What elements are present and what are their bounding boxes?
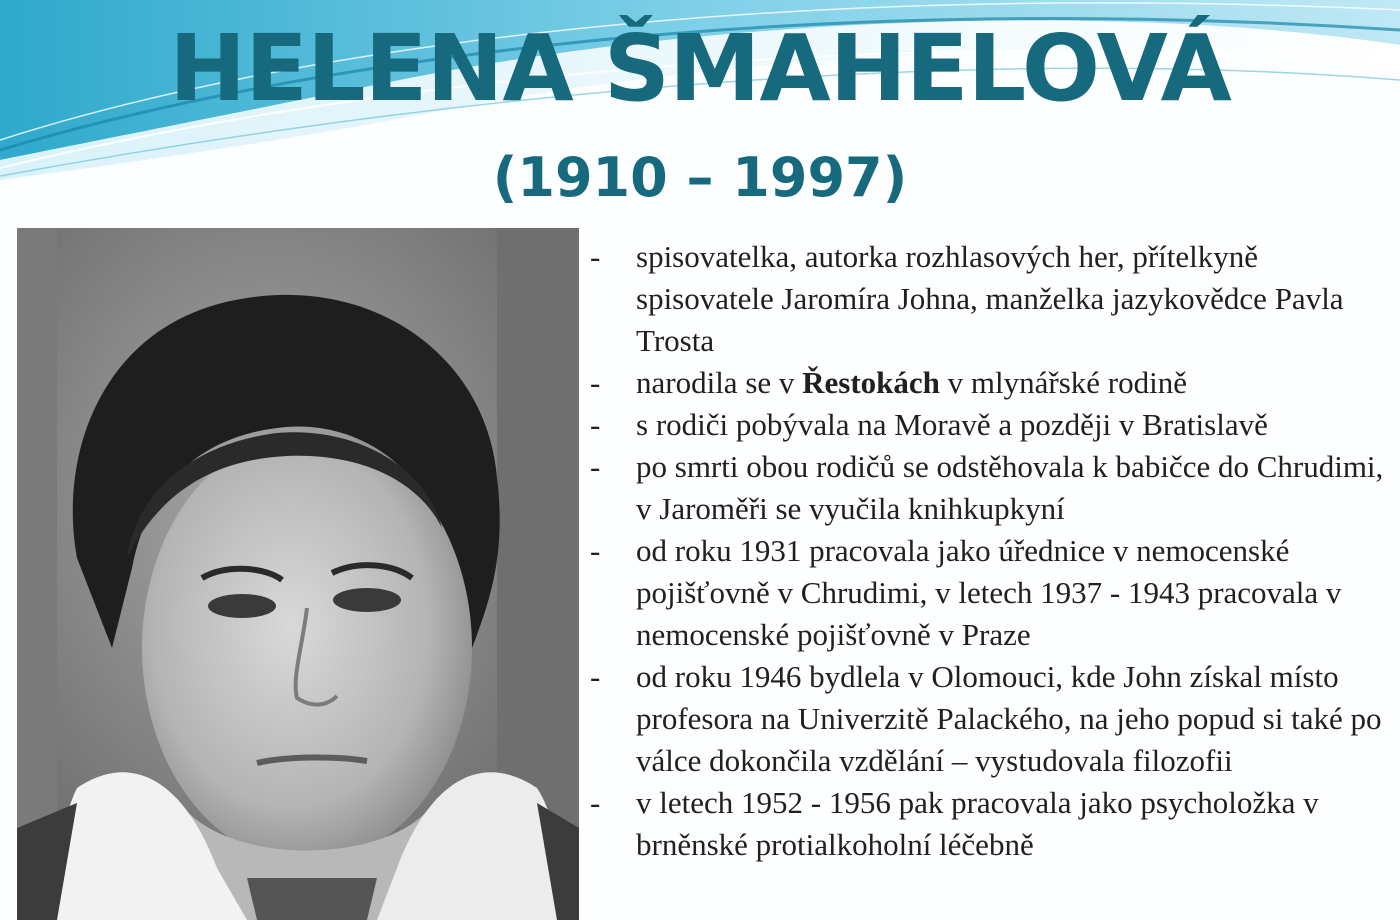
bullet-item bbox=[590, 782, 1390, 866]
bullet-marker: - bbox=[590, 239, 601, 274]
slide-subtitle-years: (1910 – 1997) bbox=[492, 146, 908, 209]
bullet-marker: - bbox=[590, 533, 601, 568]
bullet-item bbox=[590, 446, 1390, 530]
bullet-item bbox=[590, 362, 1390, 404]
bullet-list bbox=[590, 236, 1390, 866]
bullet-text: po smrti obou rodičů se odstěhovala k babičce do Chrudimi, v Jaroměři se vyučila knihkupkyní bbox=[636, 449, 1384, 526]
bullet-item bbox=[590, 656, 1390, 782]
bullet-text: v letech 1952 - 1956 pak pracovala jako psycholožka v brněnské protialkoholní léčebně bbox=[636, 785, 1319, 862]
bullet-text: narodila se v bbox=[636, 365, 803, 400]
bullet-marker: - bbox=[590, 407, 601, 442]
bullet-marker: - bbox=[590, 449, 601, 484]
bullet-item bbox=[590, 404, 1390, 446]
slide-title: HELENA ŠMAHELOVÁ bbox=[169, 15, 1231, 122]
bullet-text: spisovatelka, autorka rozhlasových her, přítelkyně spisovatele Jaromíra Johna, manželka jazykovědce Pavla Trosta bbox=[636, 239, 1344, 358]
bullet-bold-place: Řestokách bbox=[802, 365, 940, 400]
bullet-text: s rodiči pobývala na Moravě a později v Bratislavě bbox=[636, 407, 1268, 442]
bullet-item bbox=[590, 236, 1390, 362]
bullet-marker: - bbox=[590, 365, 601, 400]
bullet-marker: - bbox=[590, 785, 601, 820]
bullet-marker: - bbox=[590, 659, 601, 694]
bullet-text-cont: v mlynářské rodině bbox=[939, 365, 1187, 400]
bullet-item bbox=[590, 530, 1390, 656]
portrait-photo bbox=[17, 228, 579, 920]
bullet-text: od roku 1931 pracovala jako úřednice v nemocenské pojišťovně v Chrudimi, v letech 1937 - 1943 pracovala v nemocenské pojišťovně v Praze bbox=[636, 533, 1342, 652]
bullet-text: od roku 1946 bydlela v Olomouci, kde John získal místo profesora na Univerzitě Palackého, na jeho popud si také po válce dokončila vzdělání – vystudovala filozofii bbox=[636, 659, 1382, 778]
